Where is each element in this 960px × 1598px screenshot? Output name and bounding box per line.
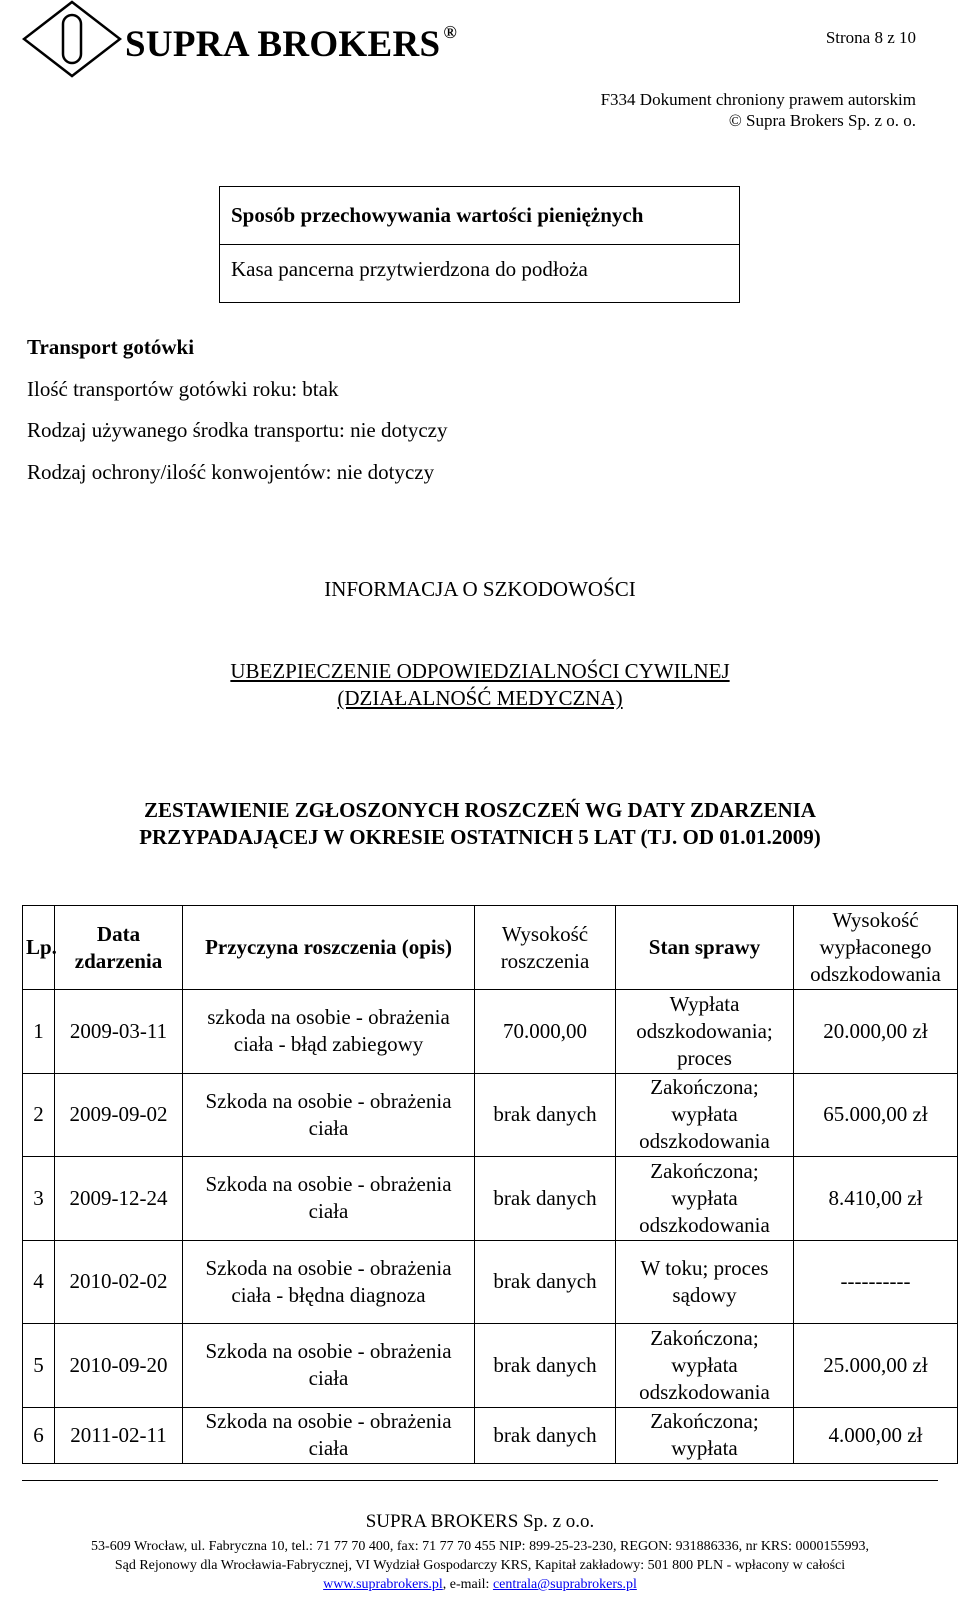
- cell-cause: Szkoda na osobie - obrażenia ciała: [183, 1073, 475, 1157]
- cell-date: 2009-12-24: [55, 1157, 183, 1241]
- website-link[interactable]: www.suprabrokers.pl: [323, 1577, 443, 1592]
- cell-status: Zakończona; wypłata odszkodowania: [616, 1073, 794, 1157]
- footer-address: 53-609 Wrocław, ul. Fabryczna 10, tel.: 71 77 70 400, fax: 71 77 70 455 NIP: 899-25-23-230, REGON: 931886336, nr KRS: 0000155993,: [91, 1539, 869, 1554]
- storage-box: [219, 186, 740, 303]
- table-row: [23, 990, 958, 1074]
- footer-company: SUPRA BROKERS Sp. z o.o.: [365, 1511, 595, 1532]
- cell-cause: Szkoda na osobie - obrażenia ciała: [183, 1407, 475, 1463]
- transport-title: Transport gotówki: [27, 335, 195, 359]
- col-header-cause: Przyczyna roszczenia (opis): [183, 906, 475, 990]
- cell-paid-amount: ----------: [794, 1240, 958, 1324]
- cell-claim-amount: brak danych: [475, 1157, 616, 1241]
- cell-cause: Szkoda na osobie - obrażenia ciała: [183, 1157, 475, 1241]
- cell-cause: Szkoda na osobie - obrażenia ciała: [183, 1324, 475, 1408]
- footer-court-info: Sąd Rejonowy dla Wrocławia-Fabrycznej, VI Wydział Gospodarczy KRS, Kapitał zakładowy: 501 800 PLN - wpłacony w całości: [114, 1558, 846, 1573]
- cell-date: 2010-02-02: [55, 1240, 183, 1324]
- storage-title: Sposób przechowywania wartości pieniężnych: [220, 187, 739, 245]
- cell-date: 2009-09-02: [55, 1073, 183, 1157]
- cell-paid-amount: 25.000,00 zł: [794, 1324, 958, 1408]
- cell-cause: Szkoda na osobie - obrażenia ciała - błędna diagnoza: [183, 1240, 475, 1324]
- cell-status: Zakończona; wypłata odszkodowania: [616, 1324, 794, 1408]
- transport-line: Ilość transportów gotówki roku: btak: [27, 376, 339, 401]
- email-link[interactable]: centrala@suprabrokers.pl: [492, 1577, 637, 1592]
- footer-divider: [22, 1480, 938, 1481]
- cell-cause: szkoda na osobie - obrażenia ciała - błąd zabiegowy: [183, 990, 475, 1074]
- cell-date: 2009-03-11: [55, 990, 183, 1074]
- cell-lp: 4: [23, 1240, 55, 1324]
- transport-line: Rodzaj ochrony/ilość konwojentów: nie dotyczy: [27, 459, 435, 484]
- cell-lp: 5: [23, 1324, 55, 1408]
- table-row: [23, 1324, 958, 1408]
- cell-lp: 3: [23, 1157, 55, 1241]
- cell-paid-amount: 65.000,00 zł: [794, 1073, 958, 1157]
- claims-summary-heading: ZESTAWIENIE ZGŁOSZONYCH ROSZCZEŃ WG DATY ZDARZENIA PRZYPADAJĄCEJ W OKRESIE OSTATNICH 5 LAT (TJ. OD 01.01.2009): [139, 798, 821, 849]
- cell-date: 2010-09-20: [55, 1324, 183, 1408]
- cell-paid-amount: 4.000,00 zł: [794, 1407, 958, 1463]
- table-header-row: [23, 906, 958, 990]
- cell-status: W toku; proces sądowy: [616, 1240, 794, 1324]
- cell-date: 2011-02-11: [55, 1407, 183, 1463]
- cell-claim-amount: brak danych: [475, 1407, 616, 1463]
- cell-lp: 6: [23, 1407, 55, 1463]
- col-header-date: Data zdarzenia: [55, 906, 183, 990]
- supra-brokers-logo-icon: [22, 0, 122, 78]
- footer-contact: www.suprabrokers.pl, e-mail: centrala@suprabrokers.pl: [323, 1577, 637, 1592]
- copyright-owner: © Supra Brokers Sp. z o. o.: [728, 111, 916, 130]
- table-row: [23, 1073, 958, 1157]
- cell-claim-amount: brak danych: [475, 1073, 616, 1157]
- cell-claim-amount: 70.000,00: [475, 990, 616, 1074]
- cell-claim-amount: brak danych: [475, 1324, 616, 1408]
- cell-claim-amount: brak danych: [475, 1240, 616, 1324]
- cell-status: Zakończona; wypłata: [616, 1407, 794, 1463]
- cell-lp: 1: [23, 990, 55, 1074]
- transport-section: [27, 327, 447, 493]
- info-heading: INFORMACJA O SZKODOWOŚCI: [324, 577, 636, 601]
- page-number: Strona 8 z 10: [825, 28, 916, 47]
- storage-value: Kasa pancerna przytwierdzona do podłoża: [231, 257, 588, 281]
- cell-lp: 2: [23, 1073, 55, 1157]
- claims-table: [22, 905, 958, 1464]
- col-header-claim-amount: Wysokość roszczenia: [475, 906, 616, 990]
- col-header-lp: Lp.: [23, 906, 55, 990]
- table-row: [23, 1407, 958, 1463]
- col-header-status: Stan sprawy: [616, 906, 794, 990]
- table-row: [23, 1240, 958, 1324]
- cell-status: Wypłata odszkodowania; proces: [616, 990, 794, 1074]
- insurance-heading: UBEZPIECZENIE ODPOWIEDZIALNOŚCI CYWILNEJ (DZIAŁALNOŚĆ MEDYCZNA): [230, 659, 730, 710]
- transport-line: Rodzaj używanego środka transportu: nie dotyczy: [27, 418, 448, 442]
- cell-paid-amount: 20.000,00 zł: [794, 990, 958, 1074]
- cell-paid-amount: 8.410,00 zł: [794, 1157, 958, 1241]
- table-row: [23, 1157, 958, 1241]
- brand-name: SUPRA BROKERS ®: [125, 22, 458, 65]
- copyright-notice: F334 Dokument chroniony prawem autorskim: [600, 90, 916, 109]
- cell-status: Zakończona; wypłata odszkodowania: [616, 1157, 794, 1241]
- col-header-paid-amount: Wysokość wypłaconego odszkodowania: [794, 906, 958, 990]
